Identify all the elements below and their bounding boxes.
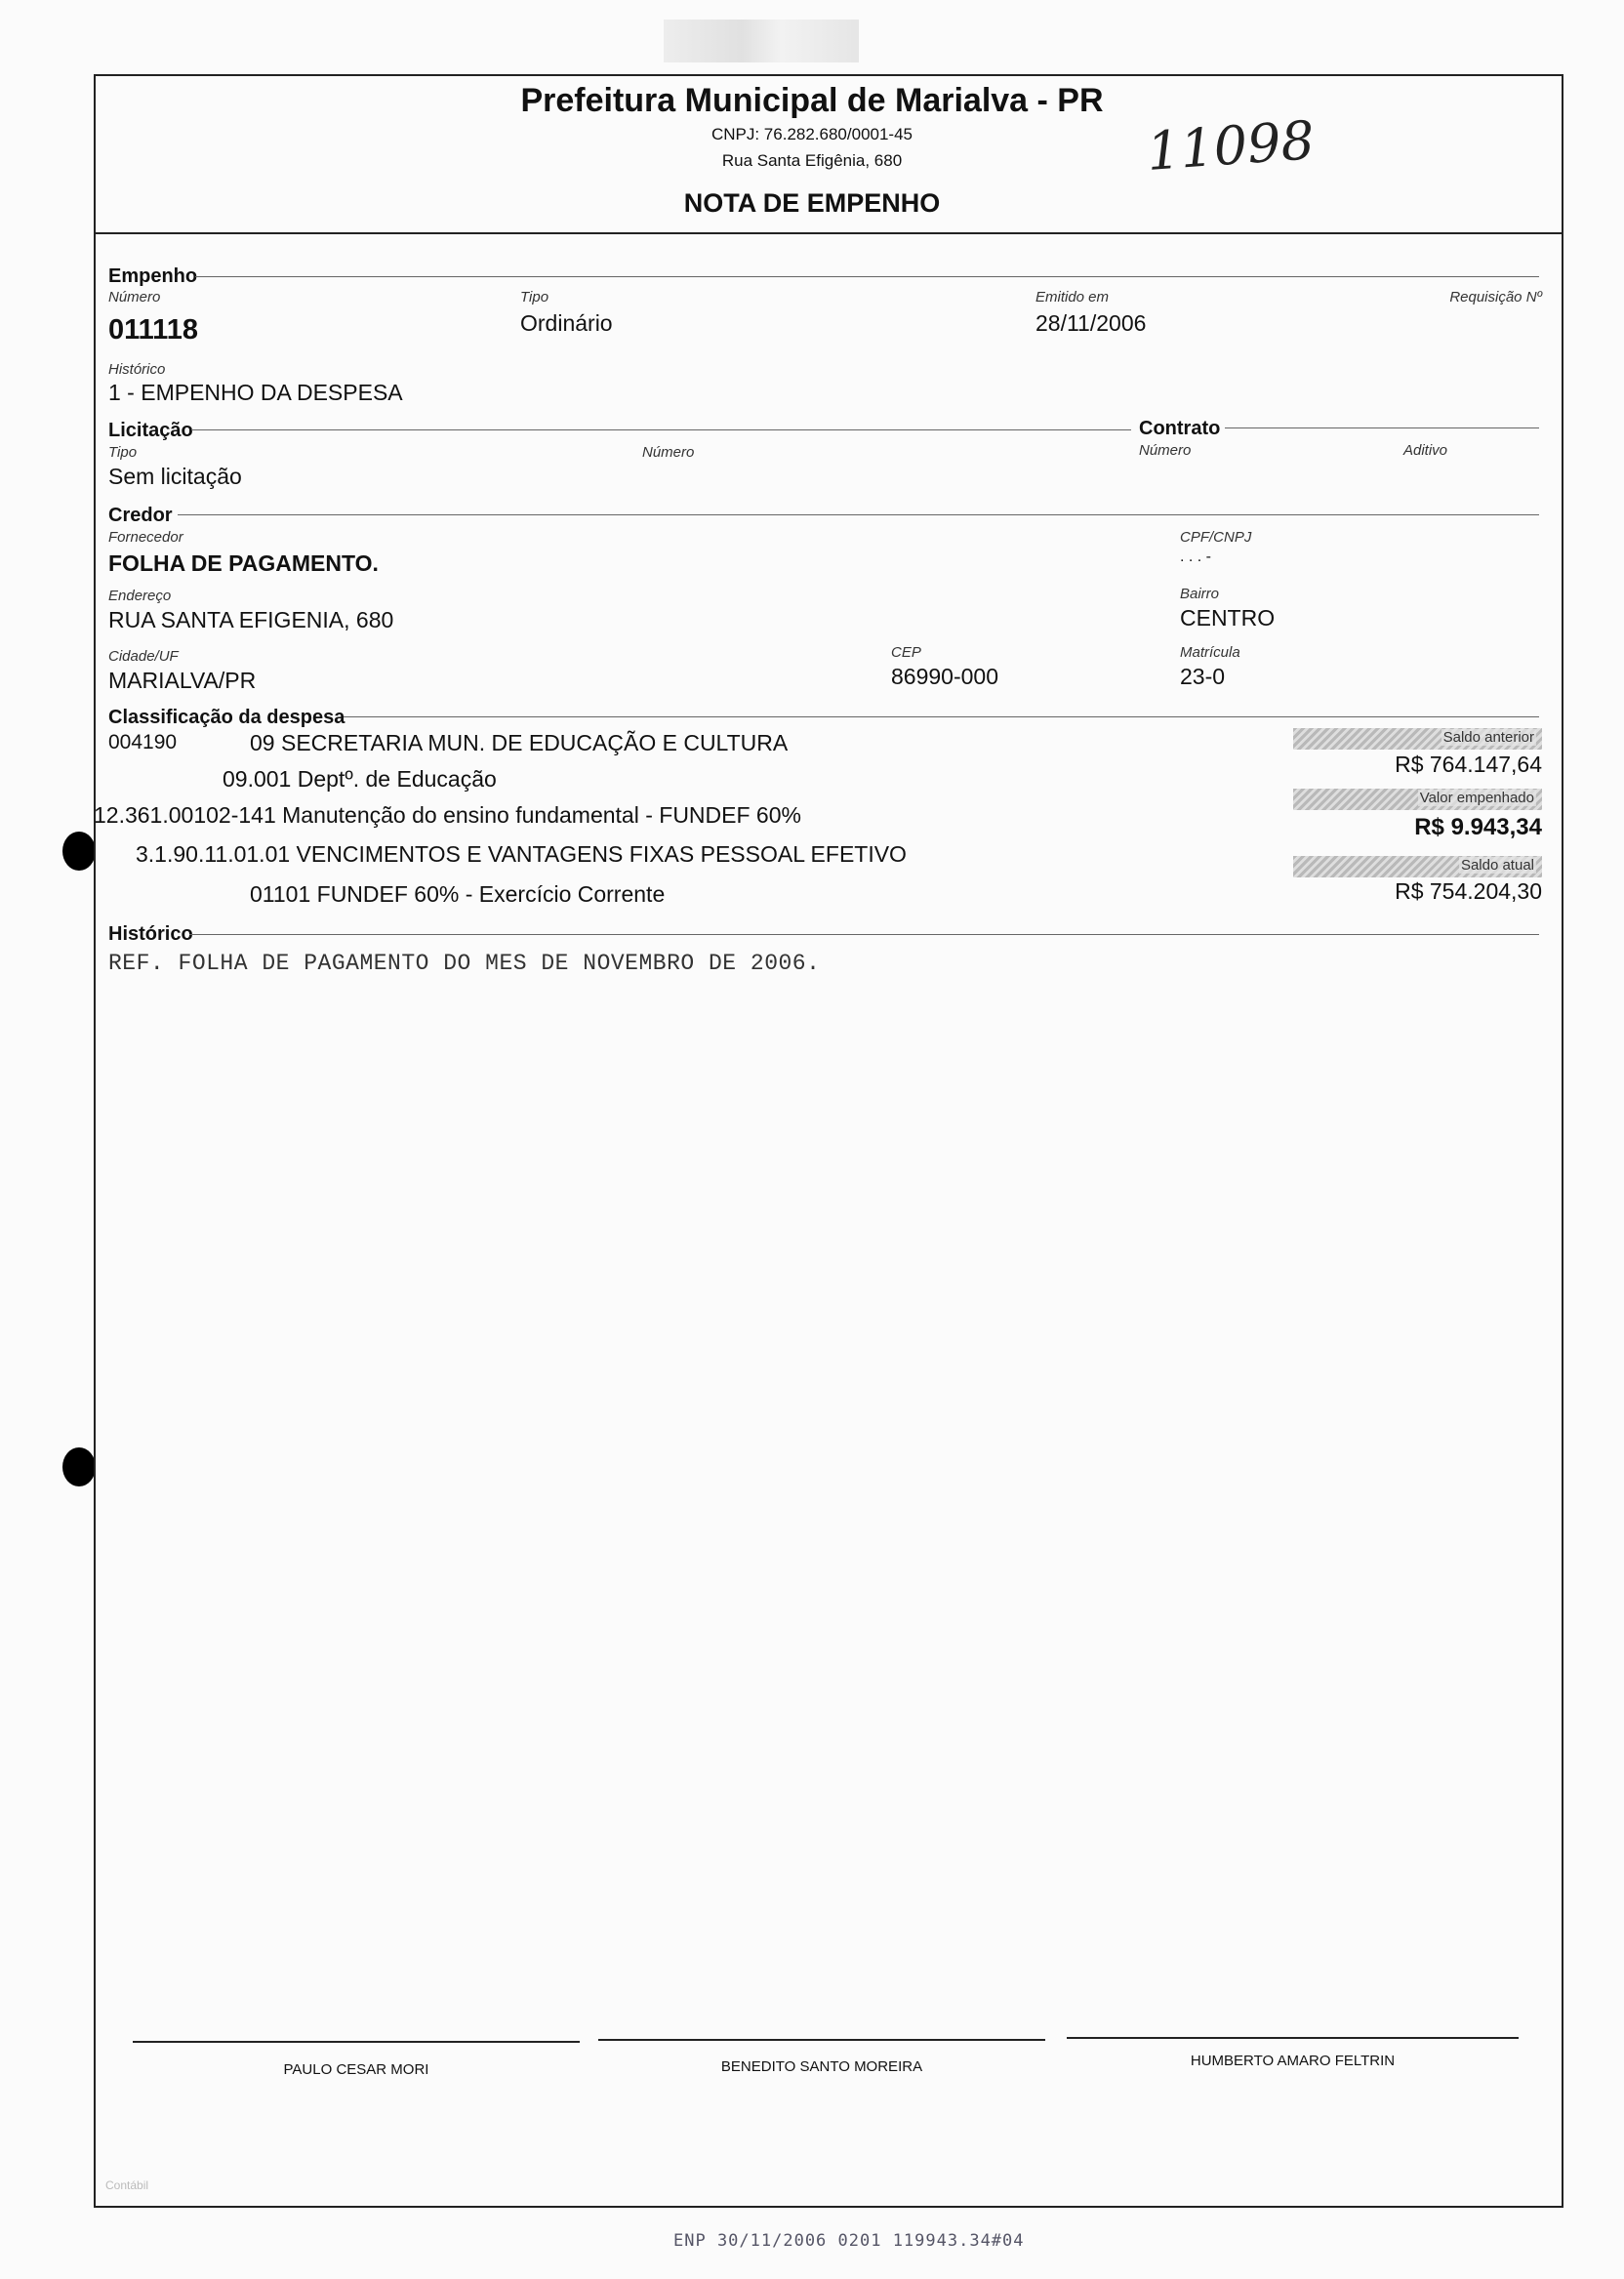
empenho-emitido: 28/11/2006 (1035, 310, 1147, 336)
punch-hole-bottom (62, 1447, 96, 1486)
valor-empenhado-bar (1293, 789, 1542, 810)
divider-classificacao (344, 716, 1539, 717)
contrato-numero-label: Número (1139, 442, 1192, 459)
fornecedor: FOLHA DE PAGAMENTO. (108, 550, 379, 576)
empenho-historico: 1 - EMPENHO DA DESPESA (108, 380, 403, 405)
tipo-label: Tipo (520, 289, 549, 305)
saldo-atual: R$ 754.204,30 (1395, 878, 1542, 904)
section-contrato: Contrato (1139, 418, 1221, 439)
signature-name-1: PAULO CESAR MORI (283, 2061, 429, 2078)
matricula-label: Matrícula (1180, 644, 1240, 661)
signature-line-1 (133, 2041, 580, 2043)
saldo-anterior-label: Saldo anterior (1442, 729, 1534, 746)
processing-stamp: ENP 30/11/2006 0201 119943.34#04 (673, 2231, 1025, 2251)
bairro: CENTRO (1180, 605, 1276, 631)
address: Rua Santa Efigênia, 680 (721, 151, 903, 170)
signature-name-3: HUMBERTO AMARO FELTRIN (1190, 2053, 1396, 2069)
cnpj: CNPJ: 76.282.680/0001-45 (710, 125, 914, 143)
classificacao-line4: 3.1.90.11.01.01 VENCIMENTOS E VANTAGENS FIXAS PESSOAL EFETIVO (136, 841, 907, 867)
cidade: MARIALVA/PR (108, 668, 257, 693)
saldo-atual-label: Saldo atual (1460, 857, 1534, 874)
scan-smudge (664, 20, 859, 62)
bairro-label: Bairro (1180, 586, 1220, 602)
historico-text: REF. FOLHA DE PAGAMENTO DO MES DE NOVEMBRO DE 2006. (108, 951, 821, 976)
classificacao-line3: 12.361.00102-141 Manutenção do ensino fundamental - FUNDEF 60% (94, 802, 801, 828)
cpf-value: . . . - (1180, 549, 1211, 565)
classificacao-line1: 09 SECRETARIA MUN. DE EDUCAÇÃO E CULTURA (250, 730, 789, 755)
classificacao-code: 004190 (108, 731, 178, 753)
handwritten-number: 11098 (1145, 109, 1317, 183)
cidade-label: Cidade/UF (108, 648, 179, 665)
licitacao-tipo-label: Tipo (108, 444, 138, 461)
divider-credor (178, 514, 1539, 515)
section-empenho: Empenho (108, 265, 198, 287)
valor-empenhado: R$ 9.943,34 (1414, 814, 1542, 840)
endereco: RUA SANTA EFIGENIA, 680 (108, 607, 394, 632)
historico-label-empenho: Histórico (108, 361, 166, 378)
signature-line-3 (1067, 2037, 1519, 2039)
saldo-anterior-bar (1293, 728, 1542, 750)
footer-corner-text: Contábil (105, 2178, 149, 2192)
document-title: NOTA DE EMPENHO (683, 188, 941, 218)
divider-empenho (195, 276, 1539, 277)
section-historico: Histórico (108, 923, 193, 945)
saldo-anterior: R$ 764.147,64 (1395, 752, 1542, 777)
empenho-numero: 011118 (108, 314, 198, 346)
emitido-label: Emitido em (1035, 289, 1110, 305)
section-credor: Credor (108, 505, 173, 526)
contrato-aditivo-label: Aditivo (1403, 442, 1448, 459)
header-divider (94, 232, 1563, 234)
signature-line-2 (598, 2039, 1045, 2041)
section-classificacao: Classificação da despesa (108, 707, 345, 728)
divider-contrato (1225, 427, 1539, 428)
valor-empenhado-label: Valor empenhado (1419, 790, 1534, 806)
cep-label: CEP (891, 644, 921, 661)
section-licitacao: Licitação (108, 420, 193, 441)
signature-name-2: BENEDITO SANTO MOREIRA (720, 2058, 923, 2075)
requisicao-label: Requisição Nº (1449, 289, 1542, 305)
classificacao-line2: 09.001 Deptº. de Educação (223, 766, 497, 792)
cpf-label: CPF/CNPJ (1180, 529, 1252, 546)
licitacao-numero-label: Número (642, 444, 695, 461)
numero-label: Número (108, 289, 161, 305)
divider-licitacao (191, 429, 1131, 430)
fornecedor-label: Fornecedor (108, 529, 183, 546)
divider-historico (189, 934, 1539, 935)
punch-hole-top (62, 832, 96, 871)
classificacao-line5: 01101 FUNDEF 60% - Exercício Corrente (250, 881, 666, 907)
endereco-label: Endereço (108, 588, 172, 604)
empenho-tipo: Ordinário (520, 310, 613, 336)
cep: 86990-000 (891, 664, 998, 689)
page-title: Prefeitura Municipal de Marialva - PR (520, 82, 1104, 119)
saldo-atual-bar (1293, 856, 1542, 877)
matricula: 23-0 (1180, 664, 1226, 689)
licitacao-tipo: Sem licitação (108, 464, 242, 489)
